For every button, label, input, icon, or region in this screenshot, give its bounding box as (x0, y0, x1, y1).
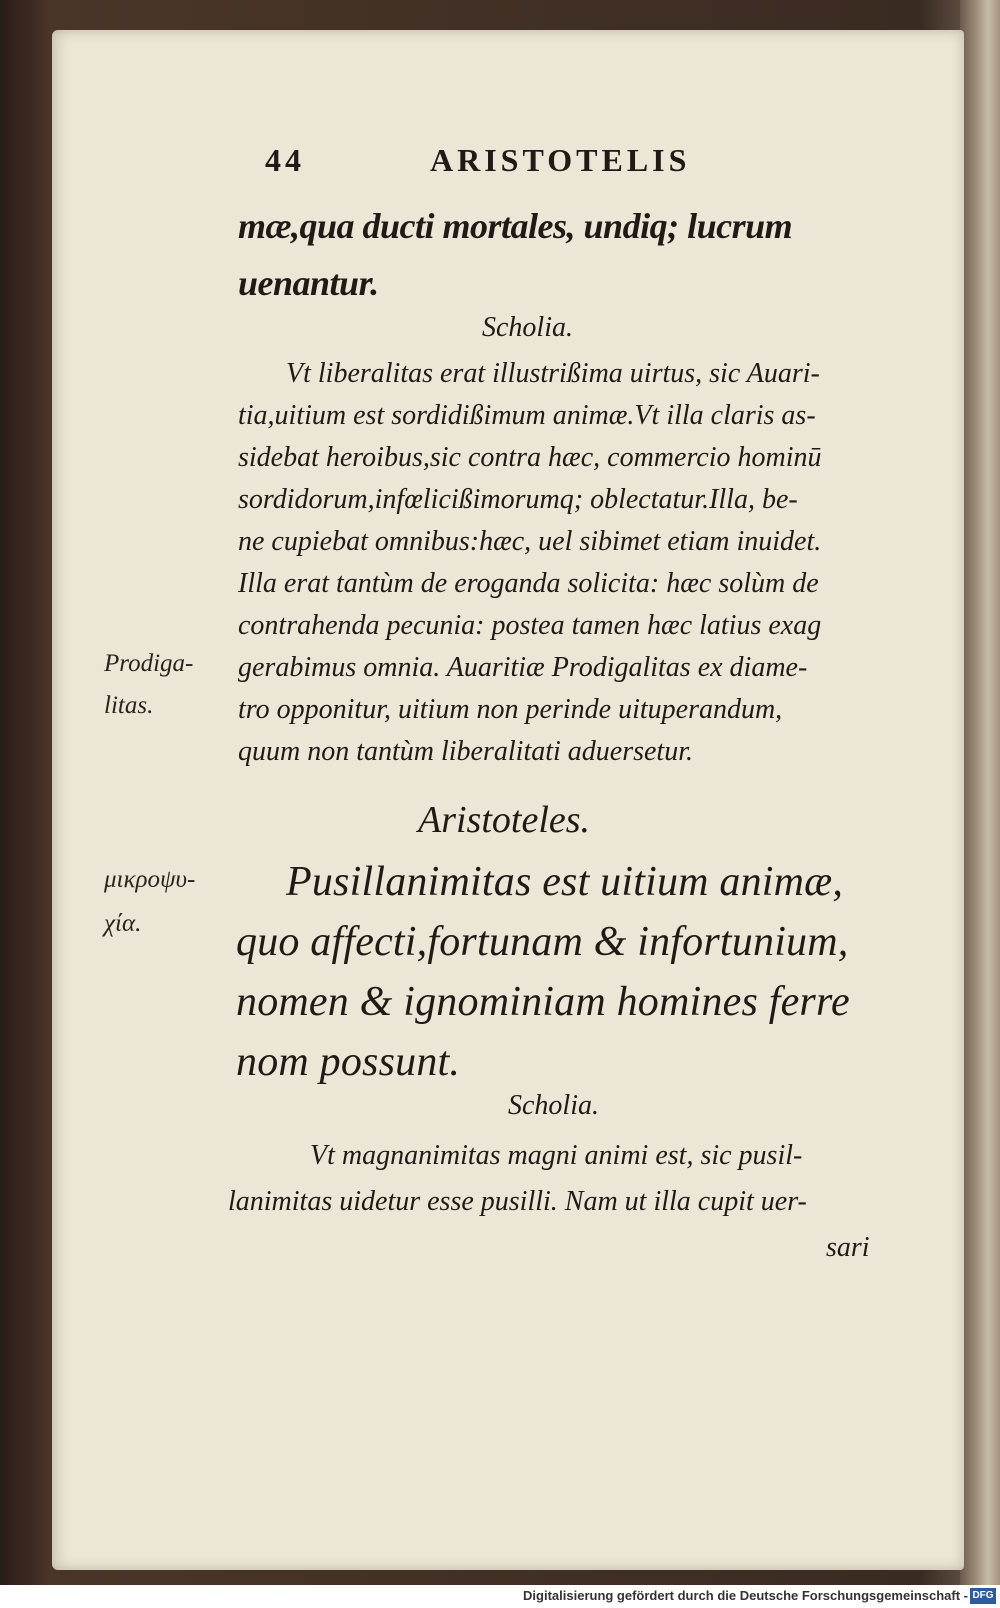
scholia-line: gerabimus omnia. Auaritiæ Prodigalitas ex diame- (238, 652, 808, 683)
scholia-line: tia,uitium est sordidißimum animæ.Vt illa claris as- (238, 400, 816, 431)
margin-note: χία. (104, 910, 142, 937)
footer-bar (0, 1585, 1000, 1608)
margin-note: μικροψυ- (104, 866, 196, 893)
scholia-line: Vt magnanimitas magni animi est, sic pusil- (310, 1140, 803, 1171)
scholia-line: Illa erat tantùm de eroganda solicita: hæc solùm de (238, 568, 819, 599)
dfg-logo-icon: DFG (970, 1588, 996, 1604)
scholia-line: tro opponitur, uitium non perinde uituperandum, (238, 694, 783, 725)
scholia-line: lanimitas uidetur esse pusilli. Nam ut illa cupit uer- (228, 1186, 807, 1217)
scholia-heading: Scholia. (482, 312, 573, 343)
running-title: ARISTOTELIS (430, 142, 691, 178)
page-number: 44 (265, 142, 305, 178)
scholia-line: quum non tantùm liberalitati aduersetur. (238, 736, 693, 767)
catchword: sari (826, 1232, 870, 1263)
section-heading: Aristoteles. (418, 799, 591, 841)
text-line: uenantur. (238, 263, 379, 303)
scholia-line: sordidorum,infœlicißimorumq; oblectatur.Illa, be- (238, 484, 798, 515)
scholia-line: contrahenda pecunia: postea tamen hæc latius exag (238, 610, 822, 641)
footer-credit: Digitalisierung gefördert durch die Deutsche Forschungsgemeinschaft - (523, 1588, 968, 1603)
scholia-line: Vt liberalitas erat illustrißima uirtus, sic Auari- (286, 358, 820, 389)
scholia-line: sidebat heroibus,sic contra hæc, commercio hominū (238, 442, 822, 473)
text-line: mæ,qua ducti mortales, undiq; lucrum (238, 206, 793, 246)
margin-note: litas. (104, 692, 154, 719)
definition-line: quo affecti,fortunam & infortunium, (236, 919, 849, 965)
definition-line: Pusillanimitas est uitium animæ, (286, 859, 844, 905)
page-edge (960, 0, 1000, 1585)
scholia-line: ne cupiebat omnibus:hæc, uel sibimet etiam inuidet. (238, 526, 822, 557)
definition-line: nom possunt. (236, 1039, 461, 1085)
scholia-heading: Scholia. (508, 1090, 599, 1121)
definition-line: nomen & ignominiam homines ferre (236, 979, 850, 1025)
margin-note: Prodiga- (104, 650, 194, 677)
